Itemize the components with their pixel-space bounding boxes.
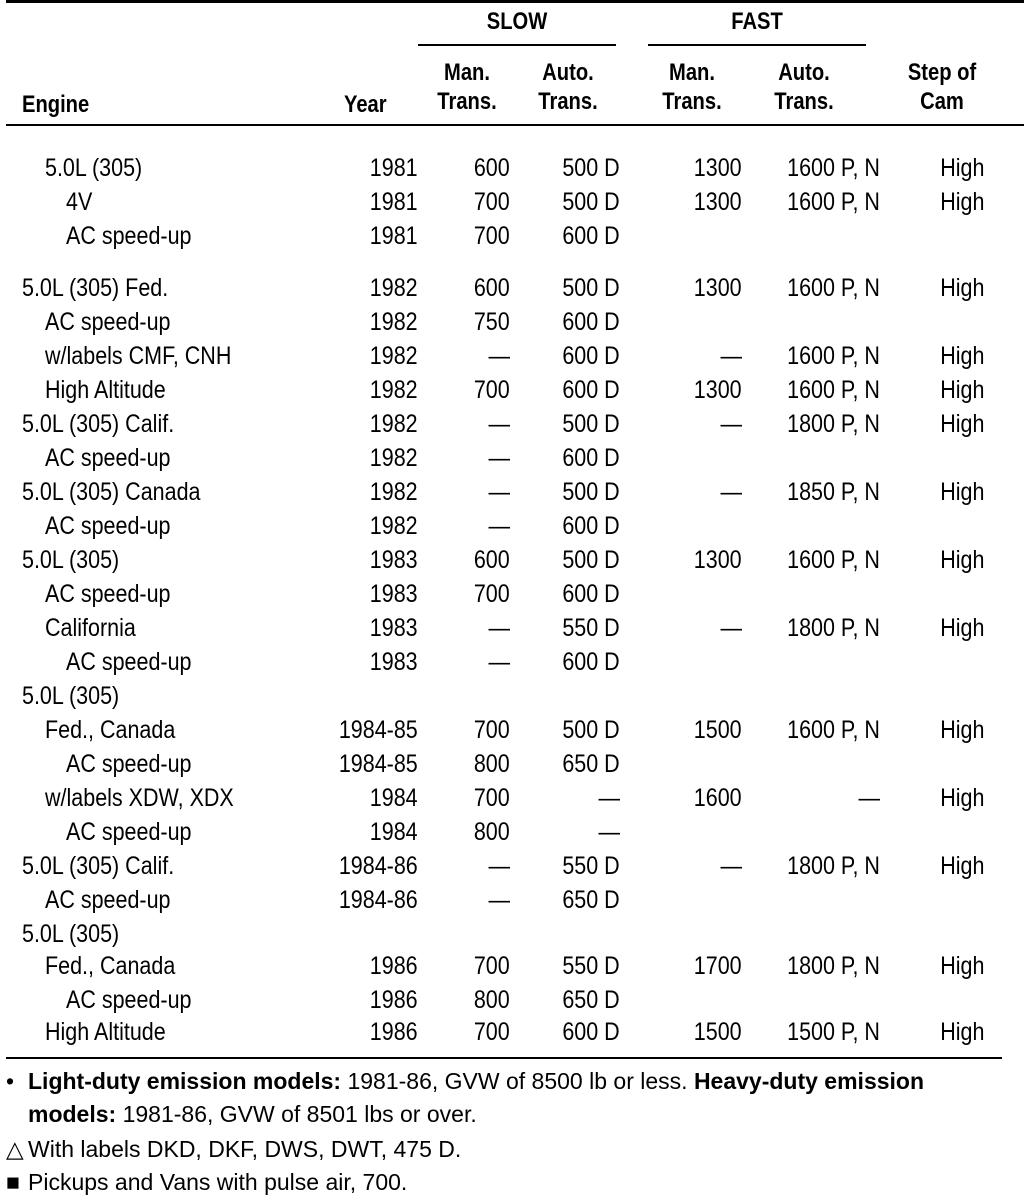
engine-cell: AC speed-up xyxy=(66,986,192,1014)
cam-cell: High xyxy=(939,1018,984,1046)
year-cell: 1982 xyxy=(370,444,418,472)
engine-cell: 5.0L (305) Canada xyxy=(22,478,201,506)
year-cell: 1983 xyxy=(370,614,418,642)
year-cell: 1983 xyxy=(370,648,418,676)
slow-auto-cell: 600 D xyxy=(562,512,620,540)
slow-man-cell: 700 xyxy=(474,1018,510,1046)
engine-cell: AC speed-up xyxy=(66,750,192,778)
slow-auto-cell: 650 D xyxy=(562,750,620,778)
fast-auto-cell: 1800 P, N xyxy=(787,952,880,980)
fast-auto-cell: 1500 P, N xyxy=(787,1018,880,1046)
slow-auto-cell: 650 D xyxy=(562,986,620,1014)
fast-man-cell: 1300 xyxy=(694,376,742,404)
engine-cell: Fed., Canada xyxy=(45,952,176,980)
fast-man-cell: 1300 xyxy=(694,188,742,216)
cam-cell: High xyxy=(939,154,984,182)
year-cell: 1984-85 xyxy=(339,750,418,778)
header-rule xyxy=(6,124,1024,126)
year-cell: 1984 xyxy=(370,818,418,846)
header-engine: Engine xyxy=(22,91,90,118)
slow-auto-cell: 650 D xyxy=(562,886,620,914)
slow-man-cell: 600 xyxy=(474,274,510,302)
triangle-icon: △ xyxy=(6,1136,24,1162)
year-cell: 1982 xyxy=(370,308,418,336)
header-fast-man-trans: Man. Trans. xyxy=(662,59,722,115)
slow-man-cell: 800 xyxy=(474,750,510,778)
slow-man-cell: — xyxy=(488,886,510,914)
footnote-emission-models-cont: models: 1981-86, GVW of 8501 lbs or over. xyxy=(28,1101,477,1127)
year-cell: 1983 xyxy=(370,546,418,574)
engine-cell: AC speed-up xyxy=(66,818,192,846)
year-cell: 1986 xyxy=(370,952,418,980)
slow-auto-cell: 500 D xyxy=(562,716,620,744)
engine-cell: AC speed-up xyxy=(66,648,192,676)
slow-auto-cell: 500 D xyxy=(562,188,620,216)
cam-cell: High xyxy=(939,784,984,812)
year-cell: 1982 xyxy=(370,342,418,370)
year-cell: 1986 xyxy=(370,986,418,1014)
engine-cell: AC speed-up xyxy=(45,886,171,914)
engine-cell: 5.0L (305) xyxy=(45,154,143,182)
year-cell: 1981 xyxy=(370,222,418,250)
slow-auto-cell: 500 D xyxy=(562,274,620,302)
slow-auto-cell: — xyxy=(598,784,620,812)
header-slow-auto-trans: Auto. Trans. xyxy=(538,59,598,115)
slow-auto-cell: 600 D xyxy=(562,444,620,472)
bullet-icon: • xyxy=(6,1068,15,1094)
fast-auto-cell: 1800 P, N xyxy=(787,614,880,642)
engine-cell: AC speed-up xyxy=(45,444,171,472)
engine-cell: AC speed-up xyxy=(45,580,171,608)
header-step-of-cam: Step of Cam xyxy=(907,59,977,115)
engine-cell: w/labels XDW, XDX xyxy=(45,784,234,812)
fast-auto-cell: 1800 P, N xyxy=(787,410,880,438)
slow-man-cell: 700 xyxy=(474,188,510,216)
slow-auto-cell: 600 D xyxy=(562,648,620,676)
cam-cell: High xyxy=(939,274,984,302)
year-cell: 1982 xyxy=(370,512,418,540)
slow-man-cell: 700 xyxy=(474,580,510,608)
fast-man-cell: 1700 xyxy=(694,952,742,980)
slow-auto-cell: 500 D xyxy=(562,546,620,574)
slow-man-cell: 800 xyxy=(474,986,510,1014)
fast-man-cell: — xyxy=(720,410,742,438)
engine-cell: 5.0L (305) xyxy=(22,920,120,948)
slow-man-cell: 600 xyxy=(474,546,510,574)
slow-auto-cell: 600 D xyxy=(562,222,620,250)
fast-man-cell: 1300 xyxy=(694,546,742,574)
footnote-emission-models: • Light-duty emission models: 1981-86, GVW of 8500 lb or less. Heavy-duty emission xyxy=(6,1068,925,1094)
square-icon: ■ xyxy=(6,1169,20,1195)
year-cell: 1986 xyxy=(370,1018,418,1046)
fast-man-cell: — xyxy=(720,852,742,880)
engine-cell: AC speed-up xyxy=(45,308,171,336)
engine-cell: 5.0L (305) xyxy=(22,546,120,574)
engine-cell: AC speed-up xyxy=(66,222,192,250)
slow-auto-cell: 600 D xyxy=(562,308,620,336)
engine-cell: 5.0L (305) Fed. xyxy=(22,274,169,302)
fast-man-cell: 1300 xyxy=(694,154,742,182)
cam-cell: High xyxy=(939,376,984,404)
engine-cell: AC speed-up xyxy=(45,512,171,540)
slow-man-cell: 700 xyxy=(474,784,510,812)
slow-man-cell: 800 xyxy=(474,818,510,846)
fast-man-cell: — xyxy=(720,614,742,642)
engine-cell: Fed., Canada xyxy=(45,716,176,744)
header-slow-man-trans: Man. Trans. xyxy=(437,59,497,115)
slow-man-cell: — xyxy=(488,410,510,438)
fast-auto-cell: 1600 P, N xyxy=(787,342,880,370)
year-cell: 1981 xyxy=(370,154,418,182)
slow-man-cell: 700 xyxy=(474,952,510,980)
slow-auto-cell: 550 D xyxy=(562,952,620,980)
slow-man-cell: — xyxy=(488,614,510,642)
fast-man-cell: 1600 xyxy=(694,784,742,812)
slow-man-cell: — xyxy=(488,852,510,880)
engine-cell: High Altitude xyxy=(45,1018,166,1046)
engine-cell: 4V xyxy=(66,188,93,216)
cam-cell: High xyxy=(939,952,984,980)
engine-cell: 5.0L (305) Calif. xyxy=(22,410,175,438)
fast-auto-cell: 1850 P, N xyxy=(787,478,880,506)
top-rule xyxy=(6,0,1024,3)
footnote-labels: △ With labels DKD, DKF, DWS, DWT, 475 D. xyxy=(6,1136,462,1162)
engine-cell: w/labels CMF, CNH xyxy=(45,342,232,370)
fast-group-rule xyxy=(648,44,866,46)
slow-auto-cell: 600 D xyxy=(562,580,620,608)
fast-auto-cell: — xyxy=(858,784,880,812)
slow-auto-cell: 600 D xyxy=(562,1018,620,1046)
cam-cell: High xyxy=(939,342,984,370)
header-fast-auto-trans: Auto. Trans. xyxy=(774,59,834,115)
slow-man-cell: — xyxy=(488,478,510,506)
slow-auto-cell: 500 D xyxy=(562,478,620,506)
footnote-pulse-air: ■ Pickups and Vans with pulse air, 700. xyxy=(6,1169,408,1195)
fast-auto-cell: 1600 P, N xyxy=(787,376,880,404)
fast-auto-cell: 1600 P, N xyxy=(787,154,880,182)
engine-cell: California xyxy=(45,614,136,642)
fast-man-cell: 1500 xyxy=(694,716,742,744)
year-cell: 1984-86 xyxy=(339,852,418,880)
fast-man-cell: — xyxy=(720,478,742,506)
slow-auto-cell: 550 D xyxy=(562,852,620,880)
bottom-rule xyxy=(6,1057,1002,1059)
cam-cell: High xyxy=(939,188,984,216)
cam-cell: High xyxy=(939,614,984,642)
slow-man-cell: 600 xyxy=(474,154,510,182)
year-cell: 1981 xyxy=(370,188,418,216)
year-cell: 1982 xyxy=(370,410,418,438)
slow-auto-cell: 500 D xyxy=(562,154,620,182)
year-cell: 1983 xyxy=(370,580,418,608)
slow-man-cell: 700 xyxy=(474,222,510,250)
slow-man-cell: 750 xyxy=(474,308,510,336)
cam-cell: High xyxy=(939,478,984,506)
slow-man-cell: 700 xyxy=(474,716,510,744)
fast-man-cell: — xyxy=(720,342,742,370)
year-cell: 1984 xyxy=(370,784,418,812)
slow-man-cell: — xyxy=(488,648,510,676)
cam-cell: High xyxy=(939,716,984,744)
cam-cell: High xyxy=(939,410,984,438)
slow-man-cell: — xyxy=(488,342,510,370)
cam-cell: High xyxy=(939,852,984,880)
fast-auto-cell: 1600 P, N xyxy=(787,716,880,744)
slow-auto-cell: 600 D xyxy=(562,376,620,404)
header-fast: FAST xyxy=(731,8,783,35)
year-cell: 1984-85 xyxy=(339,716,418,744)
slow-auto-cell: 500 D xyxy=(562,410,620,438)
header-year: Year xyxy=(344,91,387,118)
fast-auto-cell: 1600 P, N xyxy=(787,274,880,302)
slow-man-cell: — xyxy=(488,444,510,472)
engine-cell: 5.0L (305) Calif. xyxy=(22,852,175,880)
slow-man-cell: — xyxy=(488,512,510,540)
year-cell: 1982 xyxy=(370,274,418,302)
year-cell: 1984-86 xyxy=(339,886,418,914)
slow-auto-cell: 600 D xyxy=(562,342,620,370)
year-cell: 1982 xyxy=(370,376,418,404)
slow-group-rule xyxy=(418,44,616,46)
fast-auto-cell: 1800 P, N xyxy=(787,852,880,880)
fast-auto-cell: 1600 P, N xyxy=(787,546,880,574)
header-slow: SLOW xyxy=(486,8,548,35)
slow-man-cell: 700 xyxy=(474,376,510,404)
year-cell: 1982 xyxy=(370,478,418,506)
fast-man-cell: 1300 xyxy=(694,274,742,302)
engine-cell: High Altitude xyxy=(45,376,166,404)
fast-auto-cell: 1600 P, N xyxy=(787,188,880,216)
slow-auto-cell: — xyxy=(598,818,620,846)
slow-auto-cell: 550 D xyxy=(562,614,620,642)
cam-cell: High xyxy=(939,546,984,574)
fast-man-cell: 1500 xyxy=(694,1018,742,1046)
engine-cell: 5.0L (305) xyxy=(22,682,120,710)
